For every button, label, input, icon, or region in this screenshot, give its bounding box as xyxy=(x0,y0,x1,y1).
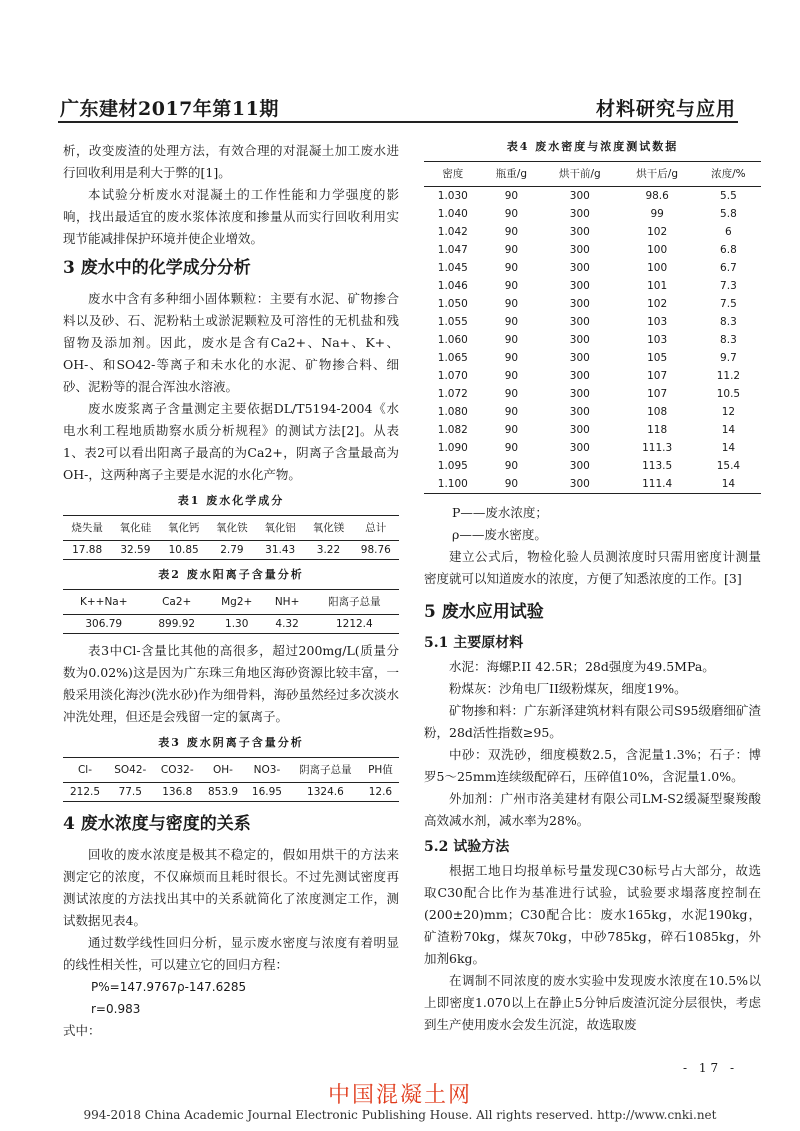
table-row xyxy=(424,313,761,331)
table-cell: 4.32 xyxy=(275,618,299,630)
table-cell: 32.59 xyxy=(120,544,151,556)
table-cell: 300 xyxy=(569,352,590,364)
table-cell: 10.85 xyxy=(168,544,199,556)
table-header: 密度 xyxy=(424,162,482,187)
table-cell: 98.76 xyxy=(360,544,391,556)
table-cell: 1.045 xyxy=(437,262,468,274)
table-cell: 300 xyxy=(569,190,590,202)
table-cell: 300 xyxy=(569,424,590,436)
table-cell: 6.7 xyxy=(720,262,737,274)
left-column xyxy=(63,140,399,1042)
table-cell: 1.072 xyxy=(437,388,468,400)
table-cell: 5.5 xyxy=(720,190,737,202)
table-cell: 300 xyxy=(569,388,590,400)
table-row xyxy=(63,541,399,560)
table-cell: 102 xyxy=(647,226,668,238)
table-1 xyxy=(63,515,399,560)
table-header: 氧化硅 xyxy=(111,516,159,541)
table-header: SO42- xyxy=(107,758,154,783)
table-cell: 300 xyxy=(569,370,590,382)
table-cell: 300 xyxy=(569,298,590,310)
table-cell: 1.040 xyxy=(437,208,468,220)
copyright-line: 994-2018 China Academic Journal Electronic Publishing House. All rights reserved. http://www.cnki.net xyxy=(83,1108,717,1122)
table-header: K++Na+ xyxy=(63,590,145,615)
table-cell: 113.5 xyxy=(642,460,673,472)
table-cell: 90 xyxy=(504,406,519,418)
paragraph: 废水废浆离子含量测定主要依据DL/T5194-2004《水电水利工程地质勘察水质分析规程》的测试方法[2]。从表1、表2可以看出阳离子最高的为Ca2+，阴离子含量最高为OH-，这两种离子主要是水泥的水化产物。 xyxy=(63,401,399,482)
table-header: CO32- xyxy=(154,758,201,783)
table-cell: 306.79 xyxy=(85,618,123,630)
table-cell: 111.4 xyxy=(642,478,673,490)
paragraph: 在调制不同浓度的废水实验中发现废水浓度在10.5%以上即密度1.070以上在静止5分钟后废渣沉淀分层很快，考虑到生产使用废水会发生沉淀，故选取废 xyxy=(424,973,761,1032)
table-header: 浓度/% xyxy=(696,162,761,187)
paragraph: 中砂：双洗砂，细度模数2.5，含泥量1.3%；石子：博罗5～25mm连续级配碎石，压碎值10%，含泥量1.0%。 xyxy=(424,747,761,784)
table-cell: 7.5 xyxy=(720,298,737,310)
table-cell: 300 xyxy=(569,208,590,220)
table-cell: 11.2 xyxy=(716,370,741,382)
paragraph: 回收的废水浓度是极其不稳定的，假如用烘干的方法来测定它的浓度，不仅麻烦而且耗时很长。不过先测试密度再测试浓度的方法找出其中的关系就简化了浓度测定工作，测试数据见表4。 xyxy=(63,847,399,928)
paragraph: 通过数学线性回归分析，显示废水密度与浓度有着明显的线性相关性，可以建立它的回归方程： xyxy=(63,935,399,972)
table-4-caption: 表4 废水密度与浓度测试数据 xyxy=(506,140,679,153)
table-cell: 2.79 xyxy=(220,544,244,556)
table-cell: 6.8 xyxy=(720,244,737,256)
table-cell: 90 xyxy=(504,190,519,202)
table-row xyxy=(424,475,761,494)
table-cell: 1.030 xyxy=(437,190,468,202)
table-row xyxy=(424,457,761,475)
table-cell: 90 xyxy=(504,442,519,454)
table-cell: 300 xyxy=(569,316,590,328)
paragraph: 本试验分析废水对混凝土的工作性能和力学强度的影响，找出最适宜的废水浆体浓度和掺量从而实行回收利用实现节能减排保护环境并使企业增效。 xyxy=(63,187,399,246)
table-cell: 90 xyxy=(504,226,519,238)
section-header: 材料研究与应用 xyxy=(595,98,736,120)
table-cell: 1.090 xyxy=(437,442,468,454)
table-cell: 300 xyxy=(569,442,590,454)
table-cell: 136.8 xyxy=(162,786,193,798)
table-cell: 90 xyxy=(504,334,519,346)
paragraph: 外加剂：广州市洛美建材有限公司LM-S2缓凝型聚羧酸高效减水剂，减水率为28%。 xyxy=(424,791,761,828)
table-cell: 300 xyxy=(569,280,590,292)
table-cell: 1.082 xyxy=(437,424,468,436)
table-2-caption: 表2 废水阳离子含量分析 xyxy=(158,568,304,581)
table-row xyxy=(424,367,761,385)
table-header: 氧化镁 xyxy=(304,516,352,541)
correlation-coefficient: r=0.983 xyxy=(91,1002,141,1016)
table-row xyxy=(63,615,399,634)
table-cell: 1.046 xyxy=(437,280,468,292)
table-cell: 90 xyxy=(504,316,519,328)
table-header: NO3- xyxy=(245,758,289,783)
table-cell: 17.88 xyxy=(72,544,103,556)
table-cell: 14 xyxy=(721,424,736,436)
where-label: 式中： xyxy=(63,1023,101,1038)
right-column xyxy=(424,136,761,1036)
table-cell: 1324.6 xyxy=(307,786,344,798)
table-cell: 102 xyxy=(647,298,668,310)
table-cell: 90 xyxy=(504,424,519,436)
table-row xyxy=(424,259,761,277)
table-row xyxy=(63,783,399,802)
table-cell: 1.047 xyxy=(437,244,468,256)
table-cell: 9.7 xyxy=(720,352,737,364)
table-header: 阴离子总量 xyxy=(289,758,362,783)
paragraph: 矿物掺和料：广东新泽建筑材料有限公司S95级磨细矿渣粉，28d活性指数≥95。 xyxy=(424,703,761,740)
table-cell: 90 xyxy=(504,244,519,256)
table-cell: 77.5 xyxy=(118,786,142,798)
table-cell: 10.5 xyxy=(716,388,741,400)
table-cell: 118 xyxy=(647,424,668,436)
table-cell: 15.4 xyxy=(716,460,741,472)
table-cell: 90 xyxy=(504,478,519,490)
table-row xyxy=(424,385,761,403)
table-row xyxy=(424,439,761,457)
table-row xyxy=(424,421,761,439)
table-cell: 300 xyxy=(569,262,590,274)
table-cell: 300 xyxy=(569,334,590,346)
table-header: 烧失量 xyxy=(63,516,111,541)
section-heading-5: 5 废水应用试验 xyxy=(424,602,544,622)
table-cell: 3.22 xyxy=(316,544,341,556)
table-cell: 1.30 xyxy=(225,618,249,630)
table-cell: 1.070 xyxy=(437,370,468,382)
paragraph: 粉煤灰：沙角电厂II级粉煤灰，细度19%。 xyxy=(449,681,687,696)
table-header: 瓶重/g xyxy=(482,162,542,187)
table-cell: 100 xyxy=(647,262,668,274)
table-cell: 90 xyxy=(504,280,519,292)
paragraph: 析，改变废渣的处理方法，有效合理的对混凝土加工废水进行回收利用是利大于弊的[1]。 xyxy=(63,143,399,180)
table-cell: 1.060 xyxy=(437,334,468,346)
table-header: 烘干后/g xyxy=(618,162,695,187)
table-row xyxy=(424,403,761,421)
page-number: - 17 - xyxy=(682,1061,738,1075)
table-header: Mg2+ xyxy=(209,590,265,615)
table-cell: 107 xyxy=(647,370,668,382)
table-cell: 107 xyxy=(647,388,668,400)
table-cell: 90 xyxy=(504,352,519,364)
journal-header: 广东建材2017年第11期 xyxy=(60,98,279,120)
table-cell: 899.92 xyxy=(158,618,196,630)
table-row xyxy=(424,205,761,223)
table-cell: 300 xyxy=(569,226,590,238)
table-1-caption: 表1 废水化学成分 xyxy=(177,494,285,507)
table-cell: 1.065 xyxy=(437,352,468,364)
symbol-definition: P——废水浓度； xyxy=(452,505,548,520)
table-cell: 1.100 xyxy=(437,478,468,490)
table-cell: 98.6 xyxy=(645,190,669,202)
table-header: OH- xyxy=(201,758,245,783)
table-cell: 103 xyxy=(647,316,668,328)
table-2 xyxy=(63,589,399,634)
table-row xyxy=(424,331,761,349)
table-cell: 6 xyxy=(725,226,732,238)
table-cell: 12.6 xyxy=(368,786,393,798)
table-cell: 111.3 xyxy=(642,442,673,454)
section-heading-3: 3 废水中的化学成分分析 xyxy=(63,258,251,278)
subsection-heading-5-2: 5.2 试验方法 xyxy=(424,839,510,855)
table-row xyxy=(424,277,761,295)
table-cell: 1.042 xyxy=(437,226,468,238)
subsection-heading-5-1: 5.1 主要原材料 xyxy=(424,635,524,651)
header-rule xyxy=(58,121,738,123)
table-cell: 14 xyxy=(721,478,736,490)
table-header: 烘干前/g xyxy=(541,162,618,187)
table-cell: 100 xyxy=(647,244,668,256)
table-cell: 90 xyxy=(504,262,519,274)
symbol-definition: ρ——废水密度。 xyxy=(452,527,547,542)
table-cell: 31.43 xyxy=(265,544,296,556)
table-cell: 105 xyxy=(647,352,668,364)
paragraph: 水泥：海螺P.II 42.5R；28d强度为49.5MPa。 xyxy=(449,659,715,674)
table-cell: 103 xyxy=(647,334,668,346)
table-cell: 8.3 xyxy=(720,334,737,346)
table-cell: 1.050 xyxy=(437,298,468,310)
table-cell: 90 xyxy=(504,388,519,400)
table-cell: 90 xyxy=(504,370,519,382)
table-row xyxy=(424,295,761,313)
table-header: 氧化钙 xyxy=(160,516,208,541)
table-cell: 1.095 xyxy=(437,460,468,472)
table-header: NH+ xyxy=(265,590,310,615)
watermark: 中国混凝土网 xyxy=(327,1083,472,1108)
table-cell: 90 xyxy=(504,460,519,472)
table-cell: 300 xyxy=(569,478,590,490)
paragraph: 根据工地日均报单标号量发现C30标号占大部分，故选取C30配合比作为基准进行试验，试验要求塌落度控制在(200±20)mm；C30配合比：废水165kg，水泥190kg，矿渣粉70kg，煤灰70kg，中砂785kg，碎石1085kg，外加剂6kg。 xyxy=(424,863,761,966)
table-cell: 212.5 xyxy=(69,786,101,798)
table-cell: 5.8 xyxy=(720,208,737,220)
paragraph: 废水中含有多种细小固体颗粒：主要有水泥、矿物掺合料以及砂、石、泥粉粘土或淤泥颗粒及可溶性的无机盐和残留物及添加剂。因此，废水是含有Ca2+、Na+、K+、OH-、和SO42-等离子和未水化的水泥、矿物掺合料、细砂、泥粉等的混合浑浊水溶液。 xyxy=(63,291,399,394)
table-cell: 300 xyxy=(569,406,590,418)
table-row xyxy=(424,223,761,241)
table-header: 阳离子总量 xyxy=(310,590,399,615)
table-header: Cl- xyxy=(63,758,107,783)
table-cell: 8.3 xyxy=(720,316,737,328)
table-cell: 1.055 xyxy=(437,316,468,328)
table-header: 总计 xyxy=(353,516,399,541)
table-3 xyxy=(63,757,399,802)
table-row xyxy=(424,187,761,206)
table-header: 氧化铝 xyxy=(256,516,304,541)
table-cell: 108 xyxy=(647,406,668,418)
table-header: Ca2+ xyxy=(145,590,209,615)
table-cell: 1.080 xyxy=(437,406,468,418)
regression-equation: P%=147.9767ρ-147.6285 xyxy=(91,980,247,994)
table-4 xyxy=(424,161,761,494)
table-row xyxy=(424,349,761,367)
table-cell: 99 xyxy=(650,208,664,220)
table-header: PH值 xyxy=(362,758,399,783)
paragraph: 表3中Cl-含量比其他的高很多，超过200mg/L(质量分数为0.02%)这是因为广东珠三角地区海砂资源比较丰富，一般采用淡化海沙(洗水砂)作为细骨料，海砂虽然经过多次淡水冲洗处理，但还是会残留一定的氯离子。 xyxy=(63,643,399,724)
table-cell: 300 xyxy=(569,244,590,256)
table-row xyxy=(424,241,761,259)
table-cell: 90 xyxy=(504,208,519,220)
table-cell: 7.3 xyxy=(720,280,737,292)
table-cell: 12 xyxy=(721,406,736,418)
table-cell: 853.9 xyxy=(207,786,239,798)
table-cell: 14 xyxy=(721,442,736,454)
table-cell: 90 xyxy=(504,298,519,310)
table-cell: 101 xyxy=(647,280,668,292)
section-heading-4: 4 废水浓度与密度的关系 xyxy=(63,814,251,834)
table-cell: 1212.4 xyxy=(335,618,373,630)
table-cell: 300 xyxy=(569,460,590,472)
paragraph: 建立公式后，物检化验人员测浓度时只需用密度计测量密度就可以知道废水的浓度，方便了知悉浓度的工作。[3] xyxy=(424,549,761,586)
table-cell: 16.95 xyxy=(251,786,282,798)
table-3-caption: 表3 废水阴离子含量分析 xyxy=(158,736,304,749)
table-header: 氧化铁 xyxy=(208,516,256,541)
